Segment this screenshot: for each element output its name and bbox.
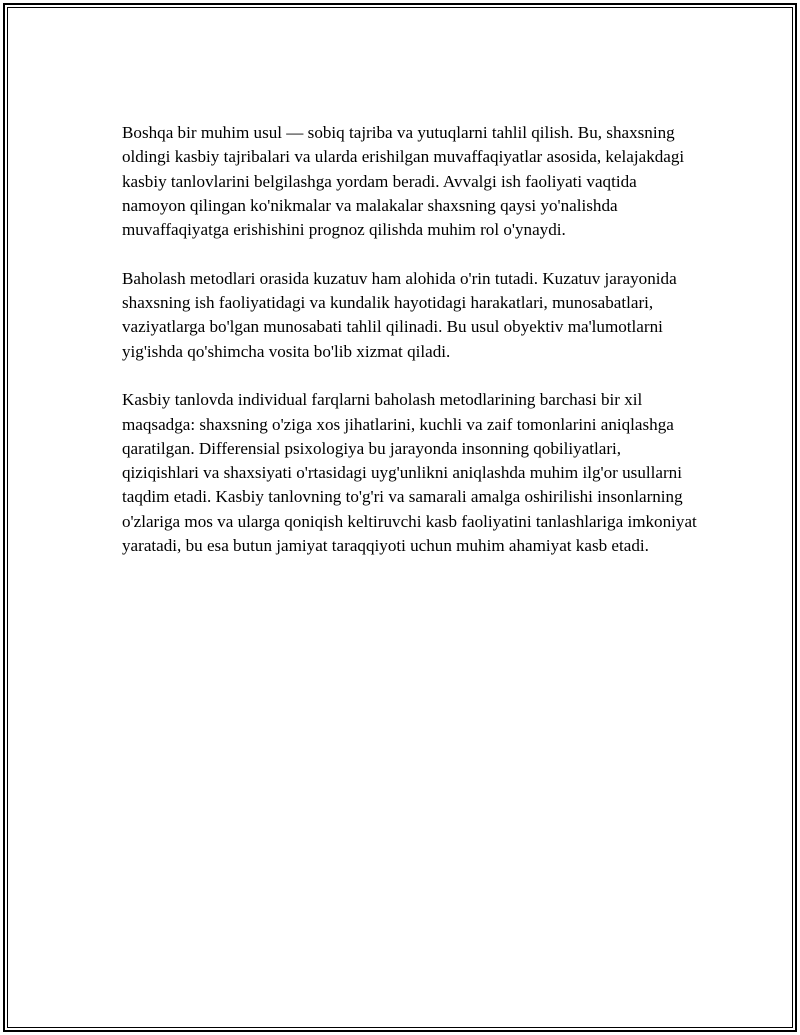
paragraph-3: Kasbiy tanlovda individual farqlarni baholash metodlarining barchasi bir xil maqsadga: shaxsning o'ziga xos jihatlarini, kuchli va zaif tomonlarini aniqlashga qaratilgan. Differensial psixologiya bu jarayonda insonning qobiliyatlari, qiziqishlari va shaxsiyati o'rtasidagi uyg'unlikni aniqlashda muhim ilg'or usullarni taqdim etadi. Kasbiy tanlovning to'g'ri va samarali amalga oshirilishi insonlarning o'zlariga mos va ularga qoniqish keltiruvchi kasb faoliyatini tanlashlariga imkoniyat yaratadi, bu esa butun jamiyat taraqqiyoti uchun muhim ahamiyat kasb etadi. bbox=[122, 390, 697, 556]
paragraph-2: Baholash metodlari orasida kuzatuv ham alohida o'rin tutadi. Kuzatuv jarayonida shaxsning ish faoliyatidagi va kundalik hayotidagi harakatlari, munosabatlari, vaziyatlarga bo'lgan munosabati tahlil qilinadi. Bu usul obyektiv ma'lumotlarni yig'ishda qo'shimcha vosita bo'lib xizmat qiladi. bbox=[122, 268, 677, 361]
paragraph-1: Boshqa bir muhim usul — sobiq tajriba va yutuqlarni tahlil qilish. Bu, shaxsning oldingi kasbiy tajribalari va ularda erishilgan muvaffaqiyatlar asosida, kelajakdagi kasbiy tanlovlarini belgilashga yordam beradi. Avvalgi ish faoliyati vaqtida namoyon qilingan ko'nikmalar va malakalar shaxsning qaysi yo'nalishda muvaffaqiyatga erishishini prognoz qilishda muhim rol o'ynaydi. bbox=[122, 123, 685, 240]
page-frame bbox=[3, 3, 797, 1032]
document-body bbox=[122, 121, 697, 583]
